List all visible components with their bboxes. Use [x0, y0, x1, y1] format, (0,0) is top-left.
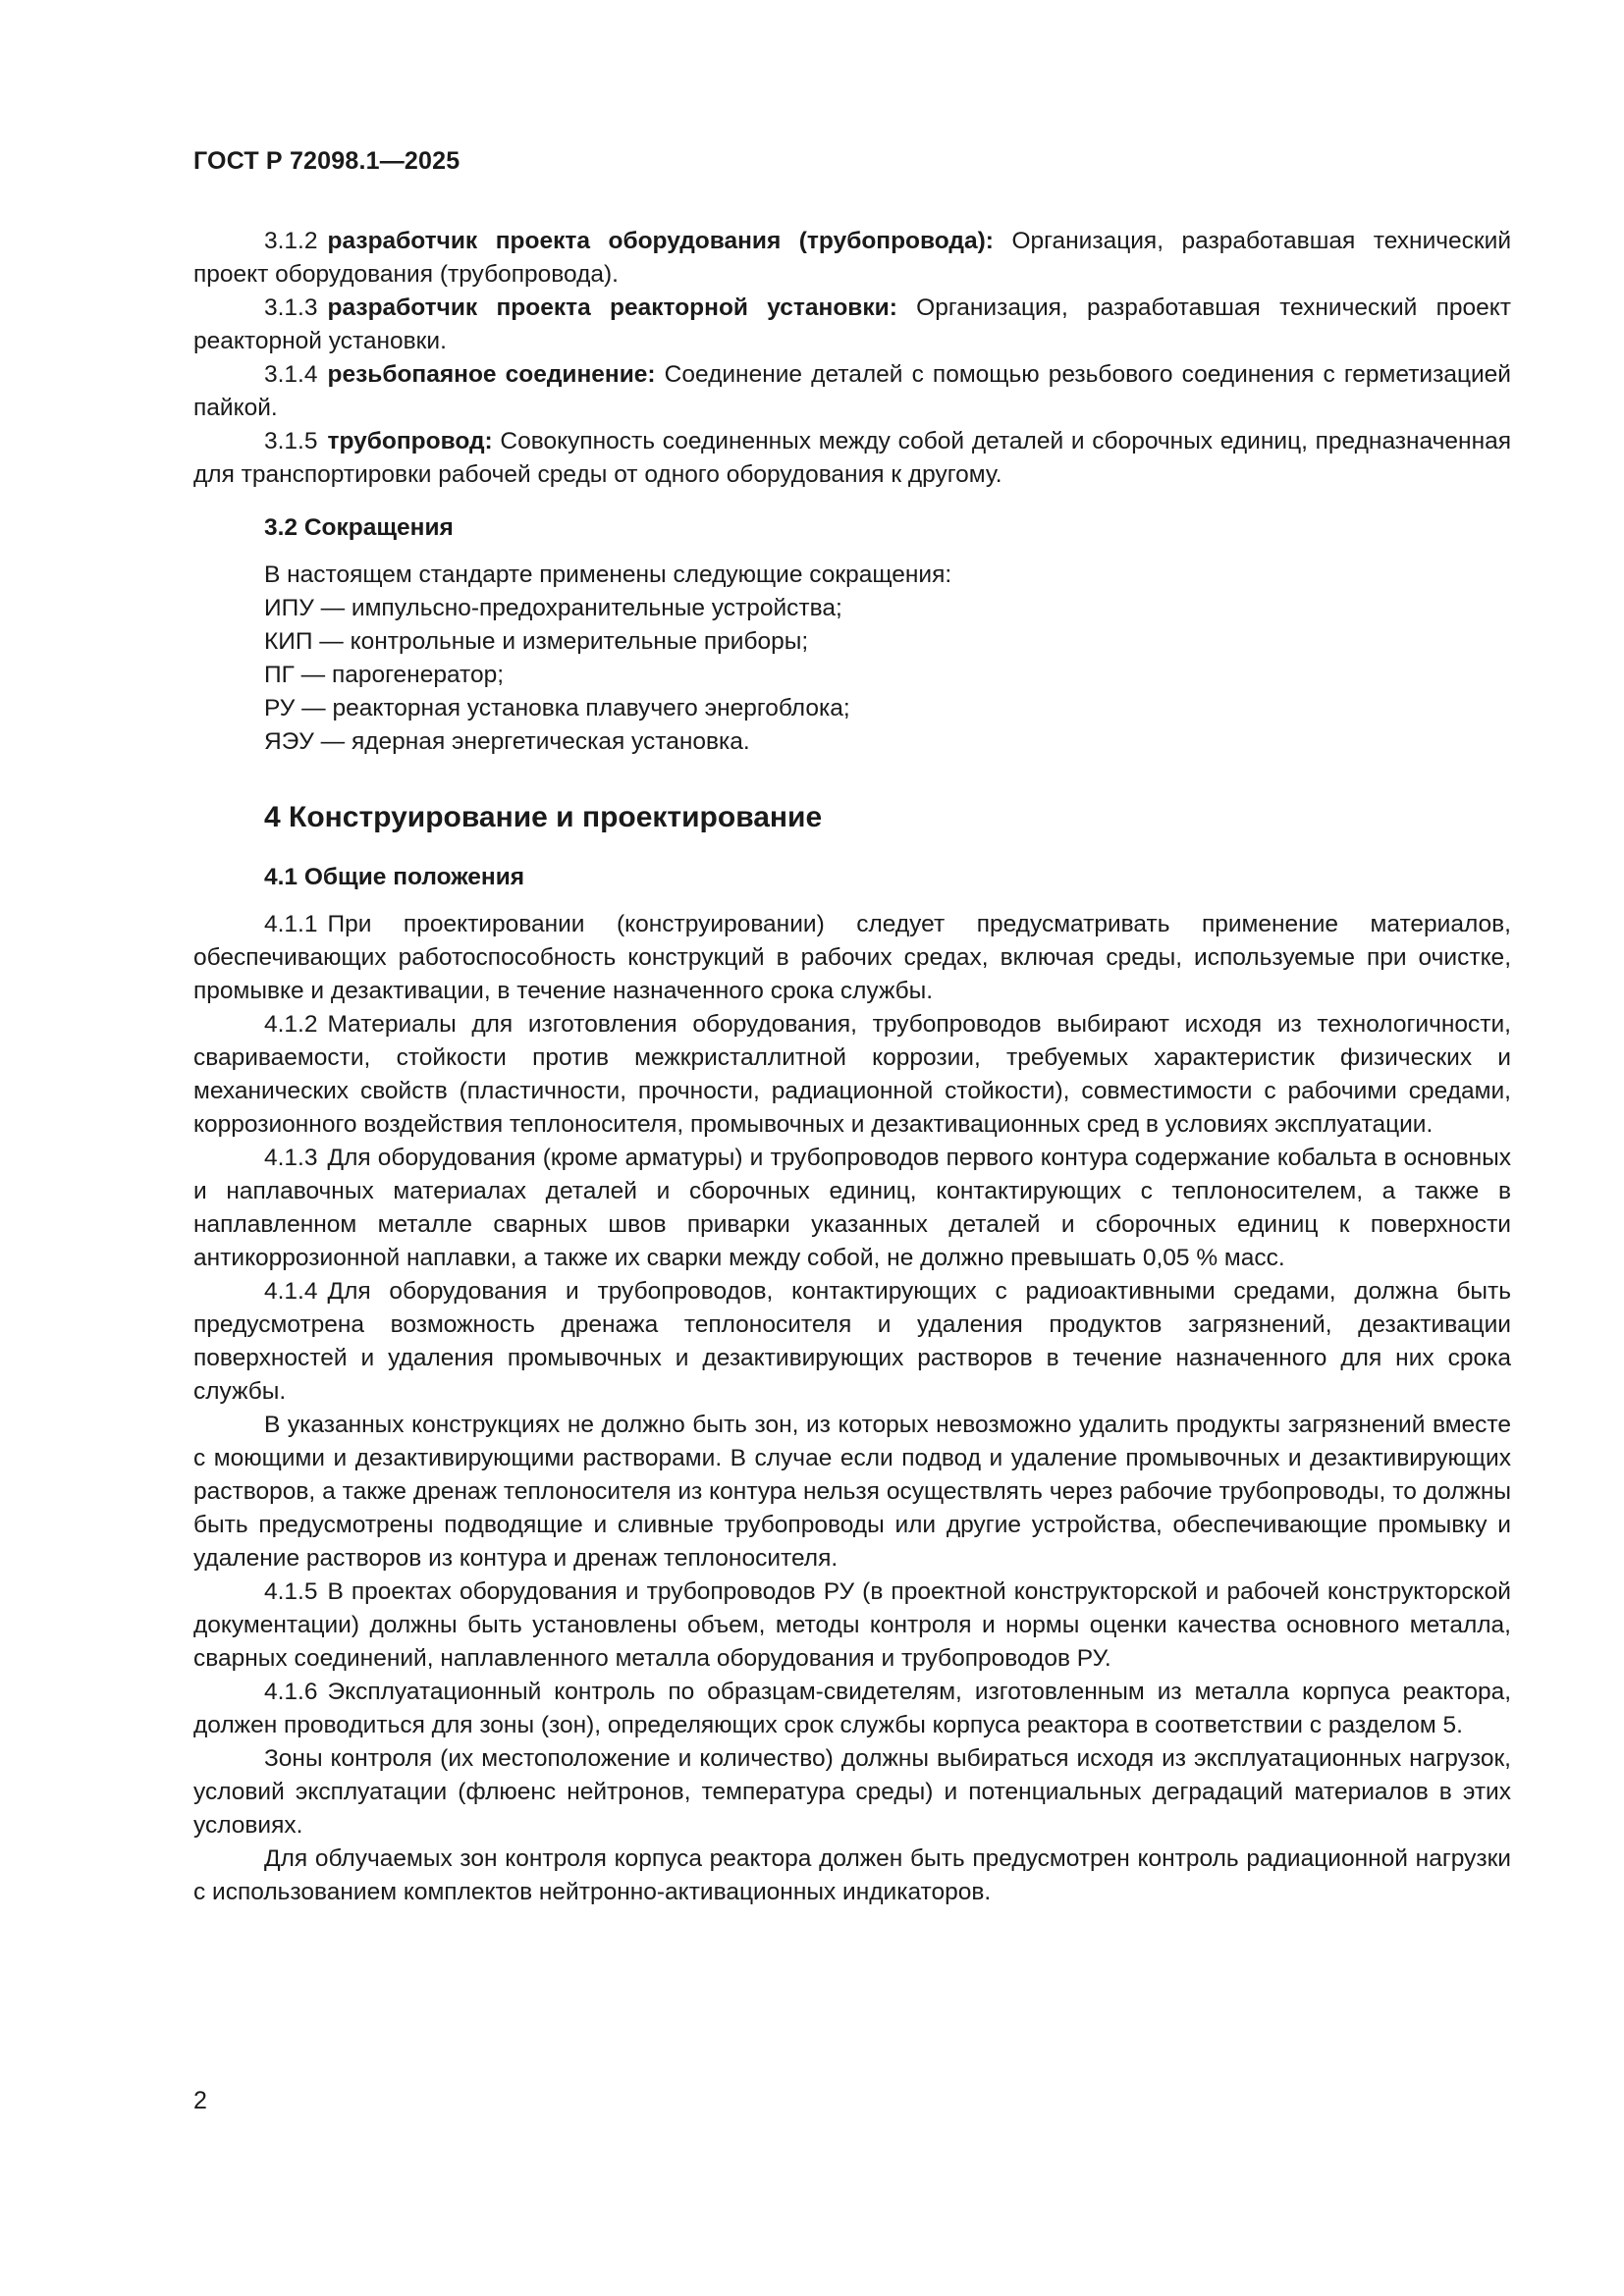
clause-4-1-3 [193, 1142, 1511, 1275]
abbreviation-item: КИП — контрольные и измерительные приборы; [264, 628, 809, 655]
term-3-1-3 [193, 292, 1511, 358]
term-name: резьбопаяное соединение: [327, 361, 656, 388]
clause-4-1-6-zones [193, 1742, 1511, 1842]
term-3-1-2 [193, 225, 1511, 292]
abbreviation-item: РУ — реакторная установка плавучего энергоблока; [264, 695, 850, 721]
abbreviation-item: ЯЭУ — ядерная энергетическая установка. [264, 728, 750, 755]
abbreviations-intro: В настоящем стандарте применены следующие сокращения: [264, 561, 952, 588]
standard-id-header: ГОСТ Р 72098.1—2025 [193, 147, 460, 175]
clause-4-1-6 [193, 1676, 1511, 1742]
term-name: разработчик проекта реакторной установки: [327, 294, 897, 321]
clause-4-1-6-irradiation [193, 1842, 1511, 1909]
clause-4-1-1 [193, 908, 1511, 1008]
clause-text: Зоны контроля (их местоположение и количество) должны выбираться исходя из эксплуатационных нагрузок, условий эксплуатации (флюенс нейтронов, температура среды) и потенциальных деградаций материалов в этих условиях. [193, 1745, 1511, 1839]
term-name: трубопровод: [327, 428, 493, 454]
term-name: разработчик проекта оборудования (трубопровода): [327, 228, 994, 254]
clause-text: Эксплуатационный контроль по образцам-свидетелям, изготовленным из металла корпуса реактора, должен проводиться для зоны (зон), определяющих срок службы корпуса реактора в соответствии с разделом 5. [193, 1679, 1511, 1738]
term-definition: Совокупность соединенных между собой деталей и сборочных единиц, предназначенная для транспортировки рабочей среды от одного оборудования к другому. [193, 428, 1511, 488]
subsection-4-1-heading: 4.1 Общие положения [264, 864, 525, 890]
clause-number: 3.1.4 [264, 361, 318, 388]
clause-text: В проектах оборудования и трубопроводов РУ (в проектной конструкторской и рабочей конструкторской документации) должны быть установлены объем, методы контроля и нормы оценки качества основного металла, сварных соединений, наплавленного металла оборудования и трубопроводов РУ. [193, 1578, 1511, 1672]
clause-text: Для оборудования и трубопроводов, контактирующих с радиоактивными средами, должна быть предусмотрена возможность дренажа теплоносителя и удаления продуктов загрязнений, дезактивации поверхностей и удаления промывочных и дезактивирующих растворов в течение назначенного для них срока службы. [193, 1278, 1511, 1405]
document-page [193, 0, 1511, 2296]
clause-number: 3.1.5 [264, 428, 318, 454]
term-3-1-4 [193, 358, 1511, 425]
abbreviation-item: ИПУ — импульсно-предохранительные устройства; [264, 595, 842, 621]
clause-4-1-4-continued [193, 1409, 1511, 1575]
clause-4-1-4 [193, 1275, 1511, 1409]
term-definition: Соединение деталей с помощью резьбового соединения с герметизацией пайкой. [193, 361, 1511, 421]
clause-4-1-5 [193, 1575, 1511, 1676]
clause-number: 3.1.2 [264, 228, 318, 254]
term-3-1-5 [193, 425, 1511, 492]
abbreviations-heading: 3.2 Сокращения [264, 514, 454, 541]
term-definition: Организация, разработавшая технический проект реакторной установки. [193, 294, 1511, 354]
clause-4-1-2 [193, 1008, 1511, 1142]
page-number: 2 [193, 2087, 207, 2114]
clause-text: Для оборудования (кроме арматуры) и трубопроводов первого контура содержание кобальта в основных и наплавочных материалах деталей и сборочных единиц, контактирующих с теплоносителем, а также в наплавленном металле сварных швов приварки указанных деталей и сборочных единиц к поверхности антикоррозионной наплавки, а также их сварки между собой, не должно превышать 0,05 % масс. [193, 1145, 1511, 1271]
clause-number: 4.1.5 [264, 1578, 318, 1605]
document-body [193, 225, 1511, 1909]
clause-text: Материалы для изготовления оборудования, трубопроводов выбирают исходя из технологичности, свариваемости, стойкости против межкристаллитной коррозии, требуемых характеристик физических и механических свойств (пластичности, прочности, радиационной стойкости), совместимости с рабочими средами, коррозионного воздействия теплоносителя, промывочных и дезактивационных сред в условиях эксплуатации. [193, 1011, 1511, 1138]
clause-number: 4.1.6 [264, 1679, 318, 1705]
clause-number: 4.1.1 [264, 911, 318, 937]
clause-text: Для облучаемых зон контроля корпуса реактора должен быть предусмотрен контроль радиационной нагрузки с использованием комплектов нейтронно-активационных индикаторов. [193, 1845, 1511, 1905]
clause-text: В указанных конструкциях не должно быть зон, из которых невозможно удалить продукты загрязнений вместе с моющими и дезактивирующими растворами. В случае если подвод и удаление промывочных и дезактивирующих растворов, а также дренаж теплоносителя из контура нельзя осуществлять через рабочие трубопроводы, то должны быть предусмотрены подводящие и сливные трубопроводы или другие устройства, обеспечивающие промывку и удаление растворов из контура и дренаж теплоносителя. [193, 1412, 1511, 1572]
clause-text: При проектировании (конструировании) следует предусматривать применение материалов, обеспечивающих работоспособность конструкций в рабочих средах, включая среды, используемые при очистке, промывке и дезактивации, в течение назначенного срока службы. [193, 911, 1511, 1004]
term-definition: Организация, разработавшая технический проект оборудования (трубопровода). [193, 228, 1512, 288]
clause-number: 4.1.3 [264, 1145, 318, 1171]
clause-number: 4.1.2 [264, 1011, 318, 1038]
clause-number: 3.1.3 [264, 294, 318, 321]
clause-number: 4.1.4 [264, 1278, 318, 1305]
section-4-heading: 4 Конструирование и проектирование [264, 801, 823, 833]
abbreviation-item: ПГ — парогенератор; [264, 662, 505, 688]
